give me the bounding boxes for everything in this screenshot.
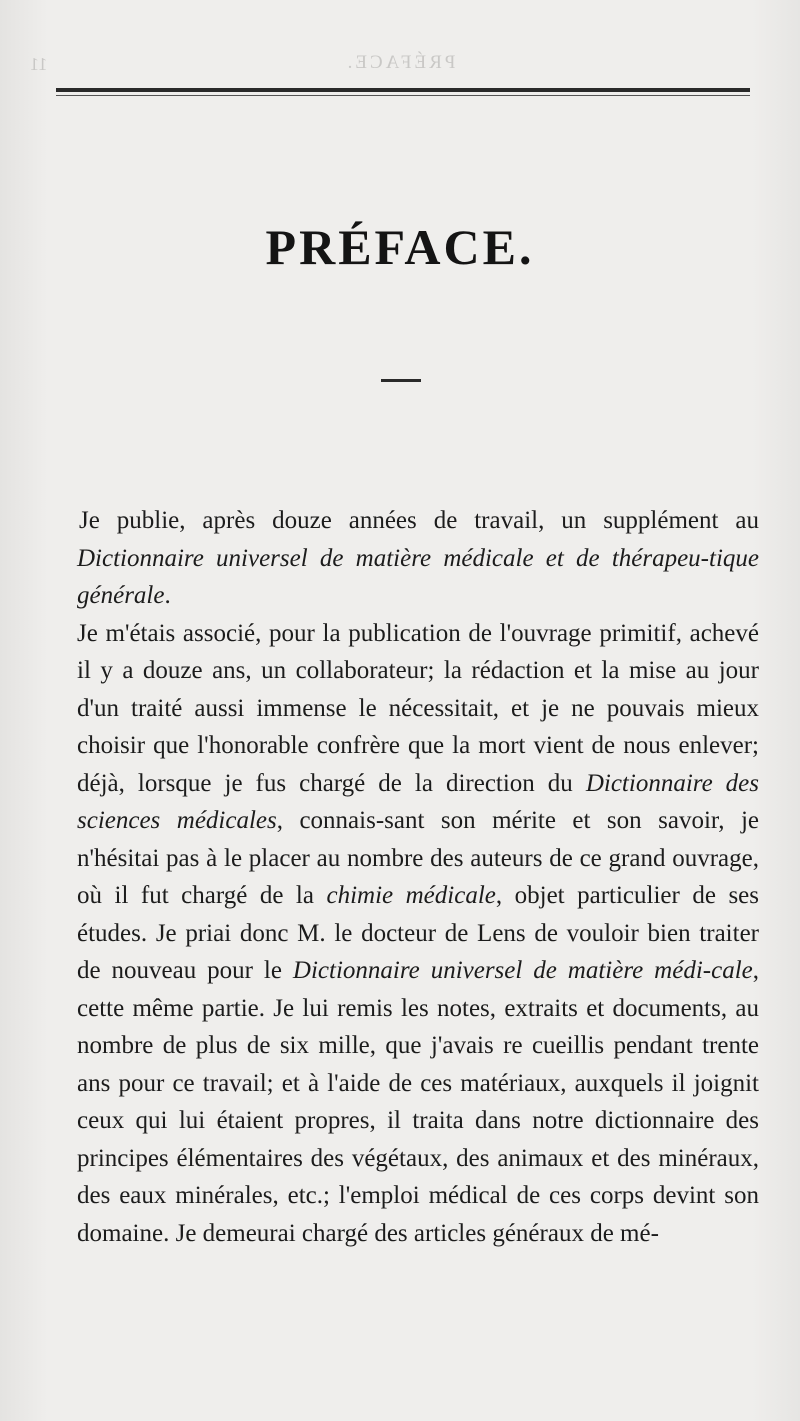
paragraph-2-run-1: Je m'étais associé, pour la publication de l'ouvrage primitif, achevé il y a douze ans, un collaborateur; la rédaction et la mise au jour d'un traité aussi immense le nécessitait, et je ne pouvais mieux choisir que l'honorable confrère que la mort vient de nous enlever; déjà, lorsque je fus chargé de la direction du — [77, 619, 759, 797]
body-text — [77, 502, 759, 1252]
paragraph-1-run-3: . — [164, 582, 171, 609]
header-rule — [56, 88, 750, 92]
paragraph-1 — [77, 502, 759, 615]
paragraph-2-run-3: , connais-sant son mérite et son savoir, je n'hésitai pas à le placer au nombre des auteurs de ce grand ouvrage, où il fut chargé de la — [77, 807, 759, 909]
paragraph-2-run-7: , cette même partie. Je lui remis les notes, extraits et documents, au nombre de plus de six mille, que j'avais re cueillis pendant trente ans pour ce travail; et à l'aide de ces matériaux, auxquels il joignit ceux qui lui étaient propres, il traita dans notre dictionnaire des principes élémentaires des végétaux, des animaux et des minéraux, des eaux minérales, etc.; l'emploi médical de ces corps devint son domaine. Je demeurai chargé des articles généraux de mé- — [77, 957, 759, 1247]
page-title: PRÉFACE. — [265, 219, 535, 275]
paragraph-1-run-1: Je publie, après douze années de travail, un supplément au — [79, 507, 759, 534]
page-number: 11 — [30, 54, 48, 74]
running-head: PRÉFACE. — [344, 52, 456, 73]
paragraph-2 — [77, 615, 759, 1253]
paragraph-2-run-5: , objet particulier de ses études. Je priai donc M. le docteur de Lens de vouloir bien traiter de nouveau pour le — [77, 882, 759, 984]
paragraph-2-run-6: Dictionnaire universel de matière médi-cale — [292, 957, 753, 984]
paragraph-2-run-2: Dictionnaire des sciences médicales — [77, 769, 759, 834]
paragraph-2-run-4: chimie médicale — [326, 882, 496, 909]
paragraph-1-run-2: Dictionnaire universel de matière médicale et de thérapeu-tique générale — [77, 544, 759, 609]
header-rule-thin — [56, 95, 750, 96]
title-divider — [381, 379, 421, 382]
